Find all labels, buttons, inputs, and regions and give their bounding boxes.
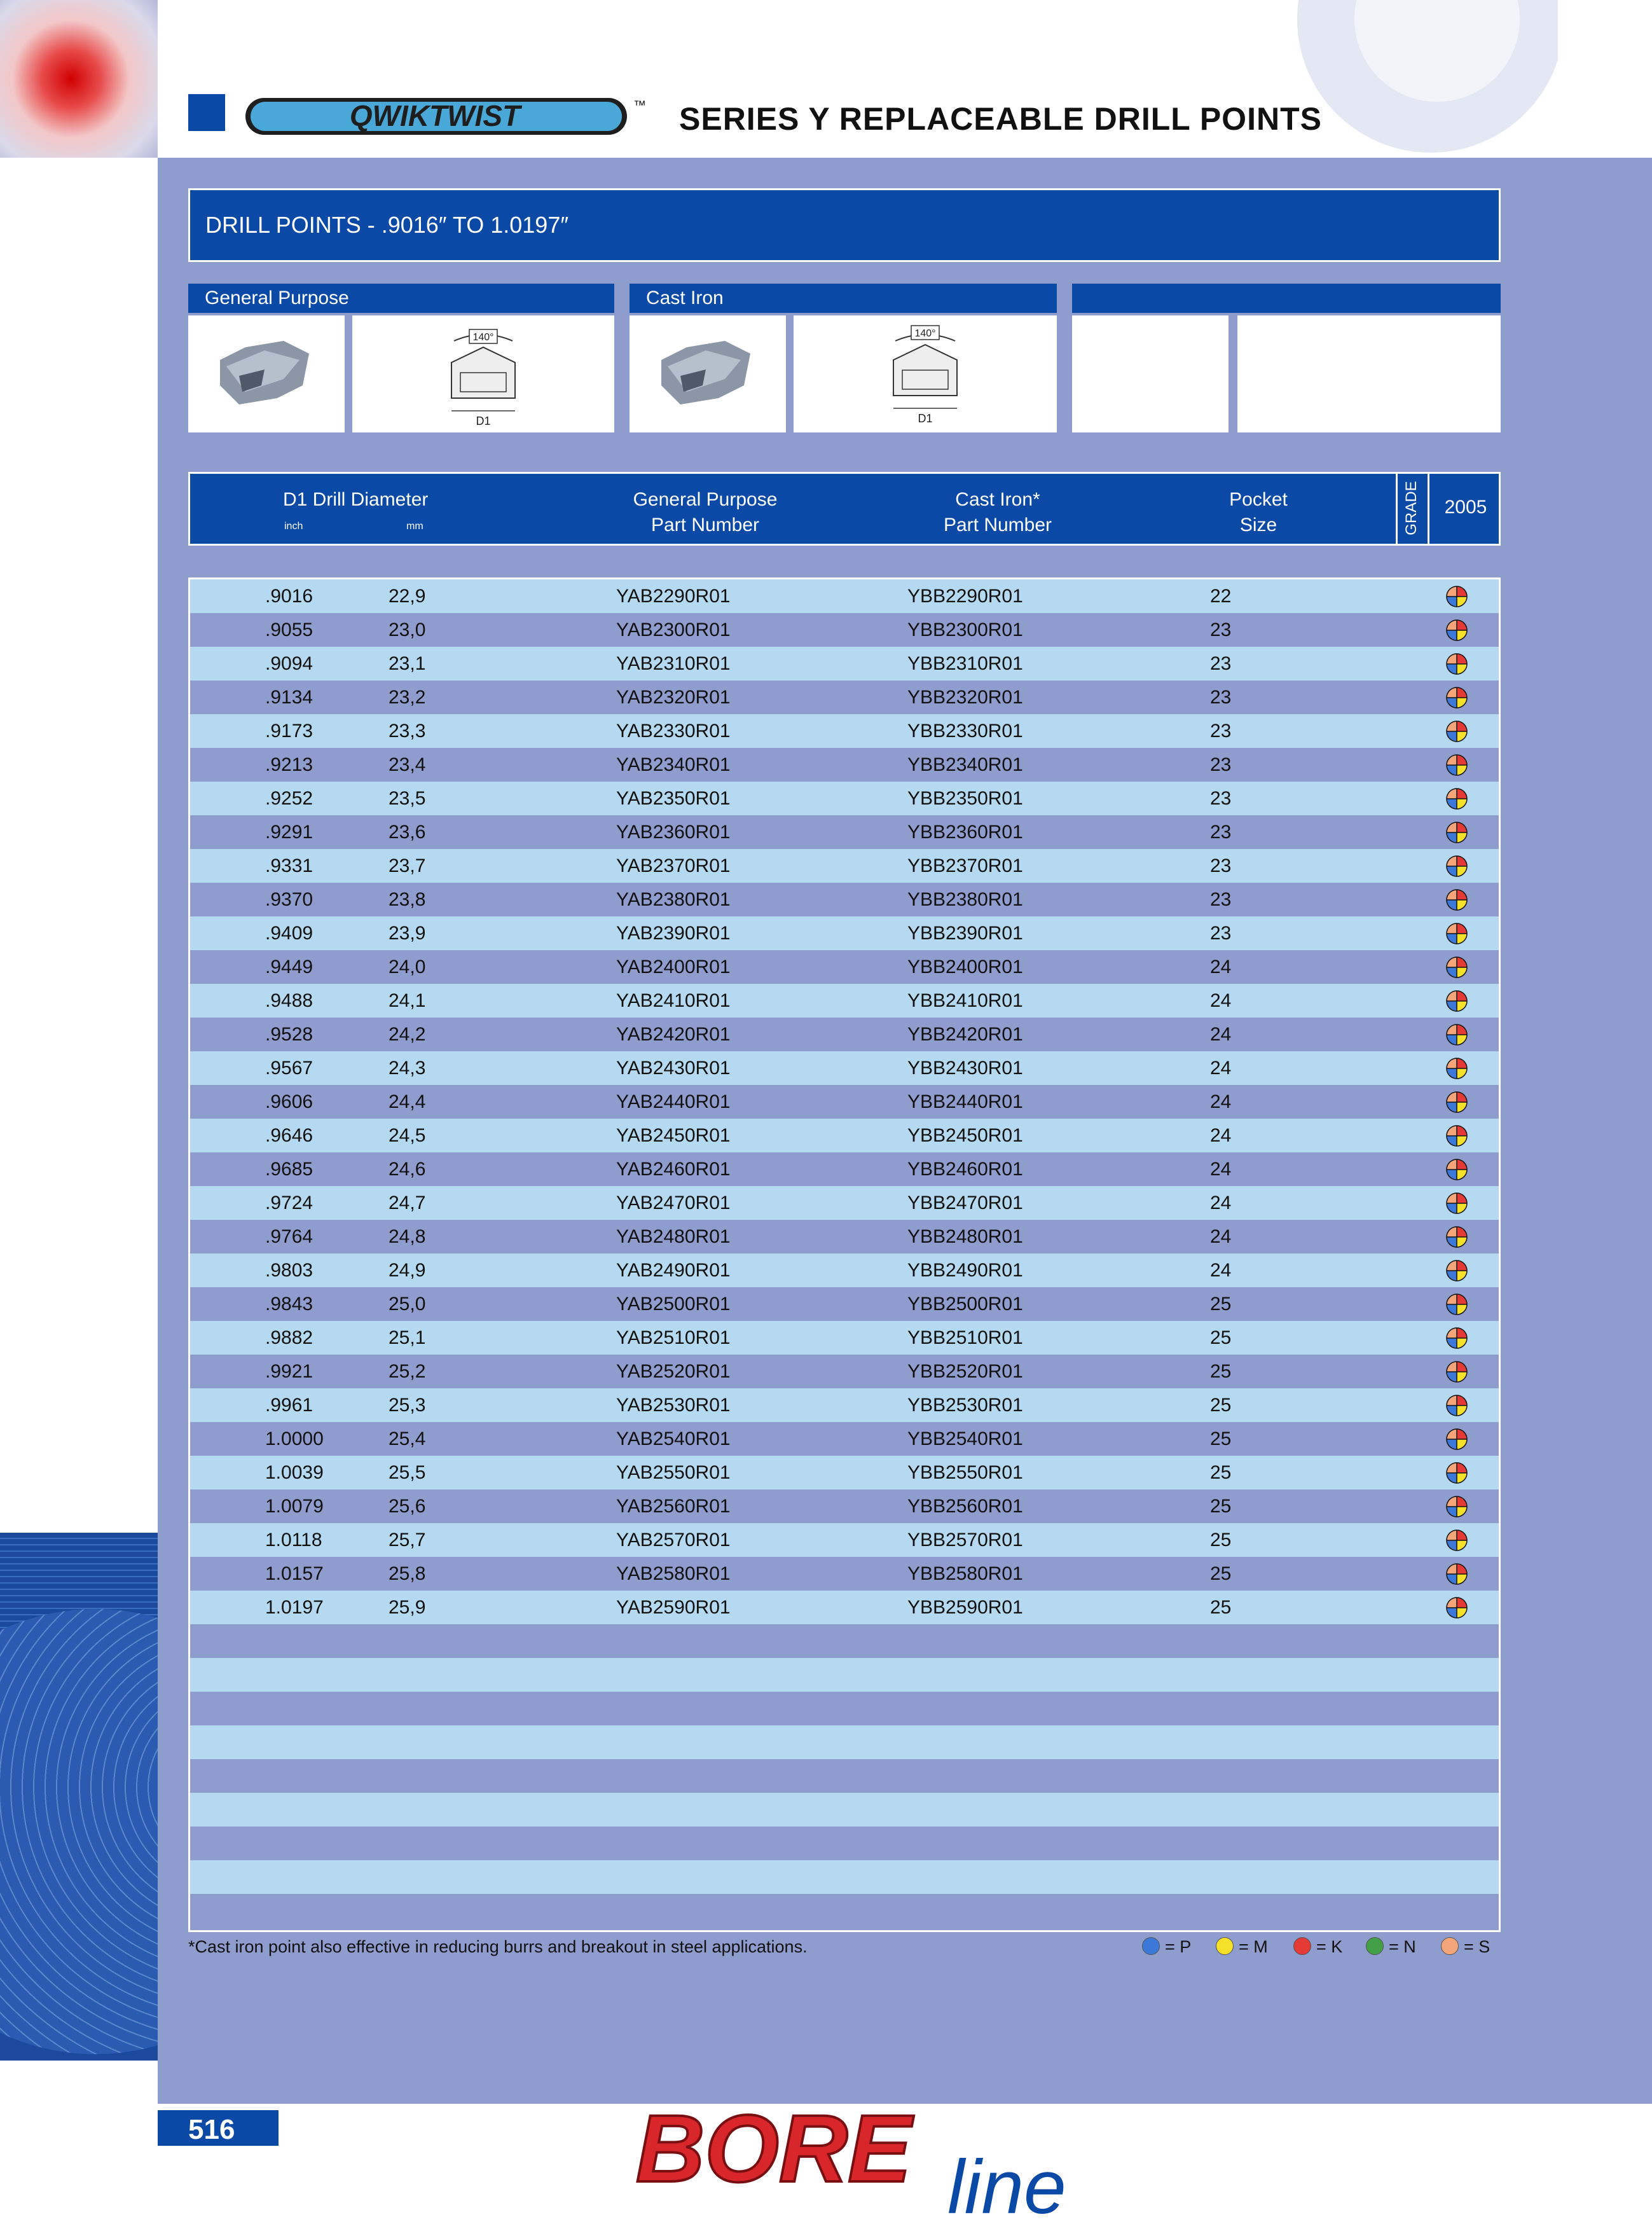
cell-inch: .9764 bbox=[265, 1226, 313, 1247]
cell-inch: 1.0118 bbox=[265, 1530, 322, 1551]
table-row bbox=[190, 647, 1499, 680]
cell-mm: 25,5 bbox=[389, 1462, 426, 1483]
cell-pocket-size: 23 bbox=[1210, 721, 1232, 742]
table-row bbox=[190, 1591, 1499, 1624]
svg-text:140°: 140° bbox=[472, 332, 494, 343]
legend-item-k: = K bbox=[1293, 1937, 1342, 1957]
cell-gp-part-number: YAB2430R01 bbox=[616, 1058, 731, 1079]
page-number: 516 bbox=[188, 2114, 235, 2145]
svg-text:D1: D1 bbox=[476, 415, 491, 427]
cell-inch: .9803 bbox=[265, 1260, 313, 1281]
cell-pocket-size: 25 bbox=[1210, 1428, 1232, 1449]
cell-ci-part-number: YBB2300R01 bbox=[907, 619, 1023, 640]
cell-pocket-size: 25 bbox=[1210, 1361, 1232, 1382]
group-header-empty bbox=[1072, 284, 1501, 313]
cell-gp-part-number: YAB2510R01 bbox=[616, 1327, 731, 1348]
cell-gp-part-number: YAB2550R01 bbox=[616, 1462, 731, 1483]
cell-ci-part-number: YBB2440R01 bbox=[907, 1091, 1023, 1112]
table-row bbox=[190, 1692, 1499, 1725]
cell-gp-part-number: YAB2290R01 bbox=[616, 586, 731, 607]
table-row bbox=[190, 984, 1499, 1018]
grade-indicator-icon bbox=[1446, 788, 1468, 810]
grade-indicator-icon bbox=[1446, 1361, 1468, 1383]
table-row bbox=[190, 1355, 1499, 1388]
cell-ci-part-number: YBB2360R01 bbox=[907, 822, 1023, 843]
grade-indicator-icon bbox=[1446, 619, 1468, 641]
cell-inch: .9921 bbox=[265, 1361, 313, 1382]
cell-mm: 23,6 bbox=[389, 822, 426, 843]
table-row bbox=[190, 613, 1499, 647]
cell-mm: 23,0 bbox=[389, 619, 426, 640]
table-row bbox=[190, 1220, 1499, 1254]
legend-item-n: = N bbox=[1366, 1937, 1416, 1957]
grade-indicator-icon bbox=[1446, 1058, 1468, 1079]
table-row bbox=[190, 1018, 1499, 1051]
cell-pocket-size: 24 bbox=[1210, 1058, 1232, 1079]
cell-ci-part-number: YBB2330R01 bbox=[907, 721, 1023, 742]
cell-mm: 24,8 bbox=[389, 1226, 426, 1247]
grade-indicator-icon bbox=[1446, 1496, 1468, 1517]
cast-iron-diagram bbox=[794, 315, 1057, 432]
legend-item-s: = S bbox=[1441, 1937, 1490, 1957]
cell-pocket-size: 23 bbox=[1210, 653, 1232, 674]
cell-inch: .9843 bbox=[265, 1294, 313, 1315]
table-row bbox=[190, 916, 1499, 950]
cell-ci-part-number: YBB2410R01 bbox=[907, 990, 1023, 1011]
cell-gp-part-number: YAB2340R01 bbox=[616, 754, 731, 775]
cell-inch: 1.0197 bbox=[265, 1597, 324, 1618]
cell-mm: 25,9 bbox=[389, 1597, 426, 1618]
cell-mm: 23,2 bbox=[389, 687, 426, 708]
cell-inch: 1.0157 bbox=[265, 1563, 324, 1584]
table-row bbox=[190, 1152, 1499, 1186]
header-divider bbox=[1428, 474, 1429, 544]
cell-mm: 25,8 bbox=[389, 1563, 426, 1584]
table-row bbox=[190, 1489, 1499, 1523]
cell-gp-part-number: YAB2410R01 bbox=[616, 990, 731, 1011]
grade-indicator-icon bbox=[1446, 1260, 1468, 1281]
cell-inch: 1.0000 bbox=[265, 1428, 324, 1449]
cast-iron-photo bbox=[630, 315, 786, 432]
cell-inch: .9173 bbox=[265, 721, 313, 742]
table-row bbox=[190, 1388, 1499, 1422]
header-inch: inch bbox=[284, 521, 303, 532]
cell-mm: 23,8 bbox=[389, 889, 426, 910]
grade-indicator-icon bbox=[1446, 1024, 1468, 1046]
cell-gp-part-number: YAB2350R01 bbox=[616, 788, 731, 809]
cell-pocket-size: 24 bbox=[1210, 1226, 1232, 1247]
table-row bbox=[190, 1254, 1499, 1287]
grade-indicator-icon bbox=[1446, 923, 1468, 944]
header-gp-line1: General Purpose bbox=[633, 489, 778, 510]
cell-inch: .9606 bbox=[265, 1091, 313, 1112]
cell-pocket-size: 24 bbox=[1210, 1125, 1232, 1146]
cell-inch: .9488 bbox=[265, 990, 313, 1011]
grade-indicator-icon bbox=[1446, 1091, 1468, 1113]
decorative-circles bbox=[1291, 0, 1558, 158]
grade-indicator-icon bbox=[1446, 721, 1468, 742]
header-mm: mm bbox=[406, 521, 423, 532]
table-row bbox=[190, 748, 1499, 782]
cell-mm: 24,3 bbox=[389, 1058, 426, 1079]
table-row bbox=[190, 1085, 1499, 1119]
title-marker bbox=[188, 94, 225, 131]
table-row bbox=[190, 1894, 1499, 1928]
table-row bbox=[190, 1624, 1499, 1658]
table-row bbox=[190, 815, 1499, 849]
cell-inch: .9094 bbox=[265, 653, 313, 674]
cell-mm: 24,0 bbox=[389, 957, 426, 977]
grade-indicator-icon bbox=[1446, 586, 1468, 607]
cell-ci-part-number: YBB2420R01 bbox=[907, 1024, 1023, 1045]
cell-inch: .9882 bbox=[265, 1327, 313, 1348]
cell-inch: .9685 bbox=[265, 1159, 313, 1180]
header-ci-line2: Part Number bbox=[943, 515, 1052, 535]
cell-ci-part-number: YBB2510R01 bbox=[907, 1327, 1023, 1348]
cell-mm: 23,4 bbox=[389, 754, 426, 775]
cell-gp-part-number: YAB2300R01 bbox=[616, 619, 731, 640]
group-header-general-purpose: General Purpose bbox=[188, 284, 614, 313]
cell-pocket-size: 25 bbox=[1210, 1563, 1232, 1584]
decorative-side-graphic bbox=[0, 1533, 158, 2061]
cell-ci-part-number: YBB2400R01 bbox=[907, 957, 1023, 977]
svg-text:D1: D1 bbox=[918, 412, 933, 425]
cell-pocket-size: 25 bbox=[1210, 1597, 1232, 1618]
svg-text:line: line bbox=[947, 2145, 1066, 2226]
cell-inch: .9331 bbox=[265, 855, 313, 876]
grade-indicator-icon bbox=[1446, 1530, 1468, 1551]
cell-gp-part-number: YAB2490R01 bbox=[616, 1260, 731, 1281]
table-row bbox=[190, 1119, 1499, 1152]
corner-photo bbox=[0, 0, 158, 158]
cell-ci-part-number: YBB2290R01 bbox=[907, 586, 1023, 607]
cell-ci-part-number: YBB2540R01 bbox=[907, 1428, 1023, 1449]
cell-inch: .9449 bbox=[265, 957, 313, 977]
cell-inch: .9528 bbox=[265, 1024, 313, 1045]
grade-indicator-icon bbox=[1446, 1192, 1468, 1214]
grade-indicator-icon bbox=[1446, 687, 1468, 708]
table-row bbox=[190, 1456, 1499, 1489]
table-row bbox=[190, 680, 1499, 714]
table-row bbox=[190, 1051, 1499, 1085]
cell-mm: 24,9 bbox=[389, 1260, 426, 1281]
cell-pocket-size: 23 bbox=[1210, 822, 1232, 843]
cell-mm: 24,6 bbox=[389, 1159, 426, 1180]
cell-inch: .9646 bbox=[265, 1125, 313, 1146]
cell-inch: 1.0039 bbox=[265, 1462, 324, 1483]
grade-indicator-icon bbox=[1446, 1395, 1468, 1416]
boreline-logo bbox=[636, 2099, 1157, 2226]
cell-mm: 25,4 bbox=[389, 1428, 426, 1449]
cell-ci-part-number: YBB2550R01 bbox=[907, 1462, 1023, 1483]
cell-mm: 25,1 bbox=[389, 1327, 426, 1348]
general-purpose-diagram bbox=[352, 315, 614, 432]
cell-gp-part-number: YAB2540R01 bbox=[616, 1428, 731, 1449]
grade-indicator-icon bbox=[1446, 1125, 1468, 1147]
grade-indicator-icon bbox=[1446, 889, 1468, 911]
header-d1: D1 Drill Diameter bbox=[283, 489, 429, 510]
cell-pocket-size: 25 bbox=[1210, 1530, 1232, 1551]
empty-diagram-box bbox=[1237, 315, 1501, 432]
cell-gp-part-number: YAB2500R01 bbox=[616, 1294, 731, 1315]
cell-ci-part-number: YBB2500R01 bbox=[907, 1294, 1023, 1315]
cell-mm: 25,6 bbox=[389, 1496, 426, 1517]
cell-gp-part-number: YAB2360R01 bbox=[616, 822, 731, 843]
cell-mm: 25,0 bbox=[389, 1294, 426, 1315]
cell-mm: 24,5 bbox=[389, 1125, 426, 1146]
grade-indicator-icon bbox=[1446, 1327, 1468, 1349]
table-row bbox=[190, 1793, 1499, 1827]
table-row bbox=[190, 950, 1499, 984]
table-header bbox=[188, 472, 1501, 546]
header-grade: GRADE bbox=[1403, 481, 1420, 535]
cell-ci-part-number: YBB2310R01 bbox=[907, 653, 1023, 674]
cell-gp-part-number: YAB2400R01 bbox=[616, 957, 731, 977]
cell-gp-part-number: YAB2420R01 bbox=[616, 1024, 731, 1045]
table-row bbox=[190, 1860, 1499, 1894]
cell-ci-part-number: YBB2370R01 bbox=[907, 855, 1023, 876]
cell-mm: 25,3 bbox=[389, 1395, 426, 1416]
cell-gp-part-number: YAB2450R01 bbox=[616, 1125, 731, 1146]
cell-pocket-size: 23 bbox=[1210, 788, 1232, 809]
cell-pocket-size: 25 bbox=[1210, 1496, 1232, 1517]
cell-pocket-size: 24 bbox=[1210, 1159, 1232, 1180]
cell-pocket-size: 25 bbox=[1210, 1462, 1232, 1483]
header-pocket-line2: Size bbox=[1239, 515, 1277, 535]
cell-mm: 22,9 bbox=[389, 586, 426, 607]
cell-pocket-size: 22 bbox=[1210, 586, 1232, 607]
cell-mm: 23,5 bbox=[389, 788, 426, 809]
cell-ci-part-number: YBB2560R01 bbox=[907, 1496, 1023, 1517]
table-row bbox=[190, 1725, 1499, 1759]
table-row bbox=[190, 1658, 1499, 1692]
cell-inch: .9252 bbox=[265, 788, 313, 809]
cell-inch: .9409 bbox=[265, 923, 313, 944]
cell-mm: 24,7 bbox=[389, 1192, 426, 1213]
cell-inch: .9567 bbox=[265, 1058, 313, 1079]
grade-indicator-icon bbox=[1446, 1462, 1468, 1484]
cell-inch: .9724 bbox=[265, 1192, 313, 1213]
cell-ci-part-number: YBB2320R01 bbox=[907, 687, 1023, 708]
cell-pocket-size: 24 bbox=[1210, 1091, 1232, 1112]
cell-inch: .9213 bbox=[265, 754, 313, 775]
legend-item-m: = M bbox=[1216, 1937, 1268, 1957]
cell-pocket-size: 24 bbox=[1210, 1192, 1232, 1213]
table-row bbox=[190, 1287, 1499, 1321]
footnote: *Cast iron point also effective in reducing burrs and breakout in steel applications. bbox=[188, 1937, 808, 1956]
legend-item-p: = P bbox=[1142, 1937, 1191, 1957]
cell-gp-part-number: YAB2530R01 bbox=[616, 1395, 731, 1416]
svg-text:BORE: BORE bbox=[636, 2099, 912, 2202]
grade-indicator-icon bbox=[1446, 1294, 1468, 1315]
cell-gp-part-number: YAB2380R01 bbox=[616, 889, 731, 910]
cell-gp-part-number: YAB2560R01 bbox=[616, 1496, 731, 1517]
cell-pocket-size: 25 bbox=[1210, 1395, 1232, 1416]
cell-ci-part-number: YBB2490R01 bbox=[907, 1260, 1023, 1281]
cell-pocket-size: 25 bbox=[1210, 1294, 1232, 1315]
svg-text:™: ™ bbox=[633, 99, 646, 113]
header-pocket-line1: Pocket bbox=[1229, 489, 1288, 510]
page-number-box bbox=[158, 2110, 279, 2146]
cell-ci-part-number: YBB2580R01 bbox=[907, 1563, 1023, 1584]
cell-gp-part-number: YAB2330R01 bbox=[616, 721, 731, 742]
cell-gp-part-number: YAB2470R01 bbox=[616, 1192, 731, 1213]
cell-gp-part-number: YAB2480R01 bbox=[616, 1226, 731, 1247]
grade-indicator-icon bbox=[1446, 1563, 1468, 1585]
header-ci-line1: Cast Iron* bbox=[955, 489, 1040, 510]
cell-mm: 23,3 bbox=[389, 721, 426, 742]
grade-indicator-icon bbox=[1446, 653, 1468, 675]
table-row bbox=[190, 1523, 1499, 1557]
cell-ci-part-number: YBB2340R01 bbox=[907, 754, 1023, 775]
cell-gp-part-number: YAB2460R01 bbox=[616, 1159, 731, 1180]
svg-text:QWIKTWIST: QWIKTWIST bbox=[349, 99, 521, 132]
cell-mm: 23,1 bbox=[389, 653, 426, 674]
cell-inch: .9055 bbox=[265, 619, 313, 640]
section-title: DRILL POINTS - .9016″ TO 1.0197″ bbox=[205, 212, 569, 238]
table-row bbox=[190, 883, 1499, 916]
cell-inch: .9291 bbox=[265, 822, 313, 843]
cell-inch: .9370 bbox=[265, 889, 313, 910]
cell-gp-part-number: YAB2320R01 bbox=[616, 687, 731, 708]
cell-gp-part-number: YAB2520R01 bbox=[616, 1361, 731, 1382]
grade-indicator-icon bbox=[1446, 822, 1468, 843]
cell-ci-part-number: YBB2350R01 bbox=[907, 788, 1023, 809]
cell-pocket-size: 23 bbox=[1210, 619, 1232, 640]
cell-pocket-size: 25 bbox=[1210, 1327, 1232, 1348]
cell-pocket-size: 24 bbox=[1210, 990, 1232, 1011]
cell-ci-part-number: YBB2530R01 bbox=[907, 1395, 1023, 1416]
header-gp-line2: Part Number bbox=[650, 515, 760, 535]
page-title: SERIES Y REPLACEABLE DRILL POINTS bbox=[679, 101, 1322, 137]
header-grade-value: 2005 bbox=[1444, 497, 1487, 518]
cell-pocket-size: 24 bbox=[1210, 1024, 1232, 1045]
grade-indicator-icon bbox=[1446, 855, 1468, 877]
table-body bbox=[188, 577, 1501, 1932]
cell-gp-part-number: YAB2390R01 bbox=[616, 923, 731, 944]
cell-ci-part-number: YBB2380R01 bbox=[907, 889, 1023, 910]
svg-text:140°: 140° bbox=[914, 328, 936, 339]
grade-indicator-icon bbox=[1446, 754, 1468, 776]
cell-mm: 24,1 bbox=[389, 990, 426, 1011]
cell-pocket-size: 24 bbox=[1210, 957, 1232, 977]
cell-inch: .9134 bbox=[265, 687, 313, 708]
cell-inch: .9016 bbox=[265, 586, 313, 607]
cell-pocket-size: 23 bbox=[1210, 889, 1232, 910]
cell-gp-part-number: YAB2590R01 bbox=[616, 1597, 731, 1618]
cell-mm: 23,9 bbox=[389, 923, 426, 944]
table-row bbox=[190, 579, 1499, 613]
table-row bbox=[190, 1827, 1499, 1860]
cell-ci-part-number: YBB2590R01 bbox=[907, 1597, 1023, 1618]
cell-ci-part-number: YBB2470R01 bbox=[907, 1192, 1023, 1213]
qwiktwist-logo bbox=[244, 94, 650, 139]
cell-pocket-size: 24 bbox=[1210, 1260, 1232, 1281]
table-row bbox=[190, 1557, 1499, 1591]
grade-indicator-icon bbox=[1446, 957, 1468, 978]
cell-inch: 1.0079 bbox=[265, 1496, 324, 1517]
grade-indicator-icon bbox=[1446, 990, 1468, 1012]
empty-image-box bbox=[1072, 315, 1229, 432]
cell-ci-part-number: YBB2450R01 bbox=[907, 1125, 1023, 1146]
table-row bbox=[190, 1186, 1499, 1220]
table-row bbox=[190, 849, 1499, 883]
cell-pocket-size: 23 bbox=[1210, 687, 1232, 708]
header-divider bbox=[1396, 474, 1398, 544]
grade-indicator-icon bbox=[1446, 1226, 1468, 1248]
cell-gp-part-number: YAB2580R01 bbox=[616, 1563, 731, 1584]
grade-indicator-icon bbox=[1446, 1428, 1468, 1450]
cell-ci-part-number: YBB2480R01 bbox=[907, 1226, 1023, 1247]
cell-mm: 24,2 bbox=[389, 1024, 426, 1045]
cell-ci-part-number: YBB2390R01 bbox=[907, 923, 1023, 944]
table-row bbox=[190, 1422, 1499, 1456]
cell-gp-part-number: YAB2370R01 bbox=[616, 855, 731, 876]
cell-pocket-size: 23 bbox=[1210, 923, 1232, 944]
cell-pocket-size: 23 bbox=[1210, 855, 1232, 876]
cell-gp-part-number: YAB2440R01 bbox=[616, 1091, 731, 1112]
cell-ci-part-number: YBB2520R01 bbox=[907, 1361, 1023, 1382]
grade-indicator-icon bbox=[1446, 1159, 1468, 1180]
cell-inch: .9961 bbox=[265, 1395, 313, 1416]
group-header-cast-iron: Cast Iron bbox=[630, 284, 1057, 313]
cell-pocket-size: 23 bbox=[1210, 754, 1232, 775]
section-header bbox=[188, 188, 1501, 262]
cell-mm: 24,4 bbox=[389, 1091, 426, 1112]
cell-mm: 25,2 bbox=[389, 1361, 426, 1382]
cell-ci-part-number: YBB2430R01 bbox=[907, 1058, 1023, 1079]
cell-mm: 25,7 bbox=[389, 1530, 426, 1551]
table-row bbox=[190, 782, 1499, 815]
cell-mm: 23,7 bbox=[389, 855, 426, 876]
grade-indicator-icon bbox=[1446, 1597, 1468, 1619]
cell-ci-part-number: YBB2460R01 bbox=[907, 1159, 1023, 1180]
cell-gp-part-number: YAB2310R01 bbox=[616, 653, 731, 674]
general-purpose-photo bbox=[188, 315, 345, 432]
cell-gp-part-number: YAB2570R01 bbox=[616, 1530, 731, 1551]
cell-ci-part-number: YBB2570R01 bbox=[907, 1530, 1023, 1551]
table-row bbox=[190, 1321, 1499, 1355]
table-row bbox=[190, 714, 1499, 748]
table-row bbox=[190, 1759, 1499, 1793]
